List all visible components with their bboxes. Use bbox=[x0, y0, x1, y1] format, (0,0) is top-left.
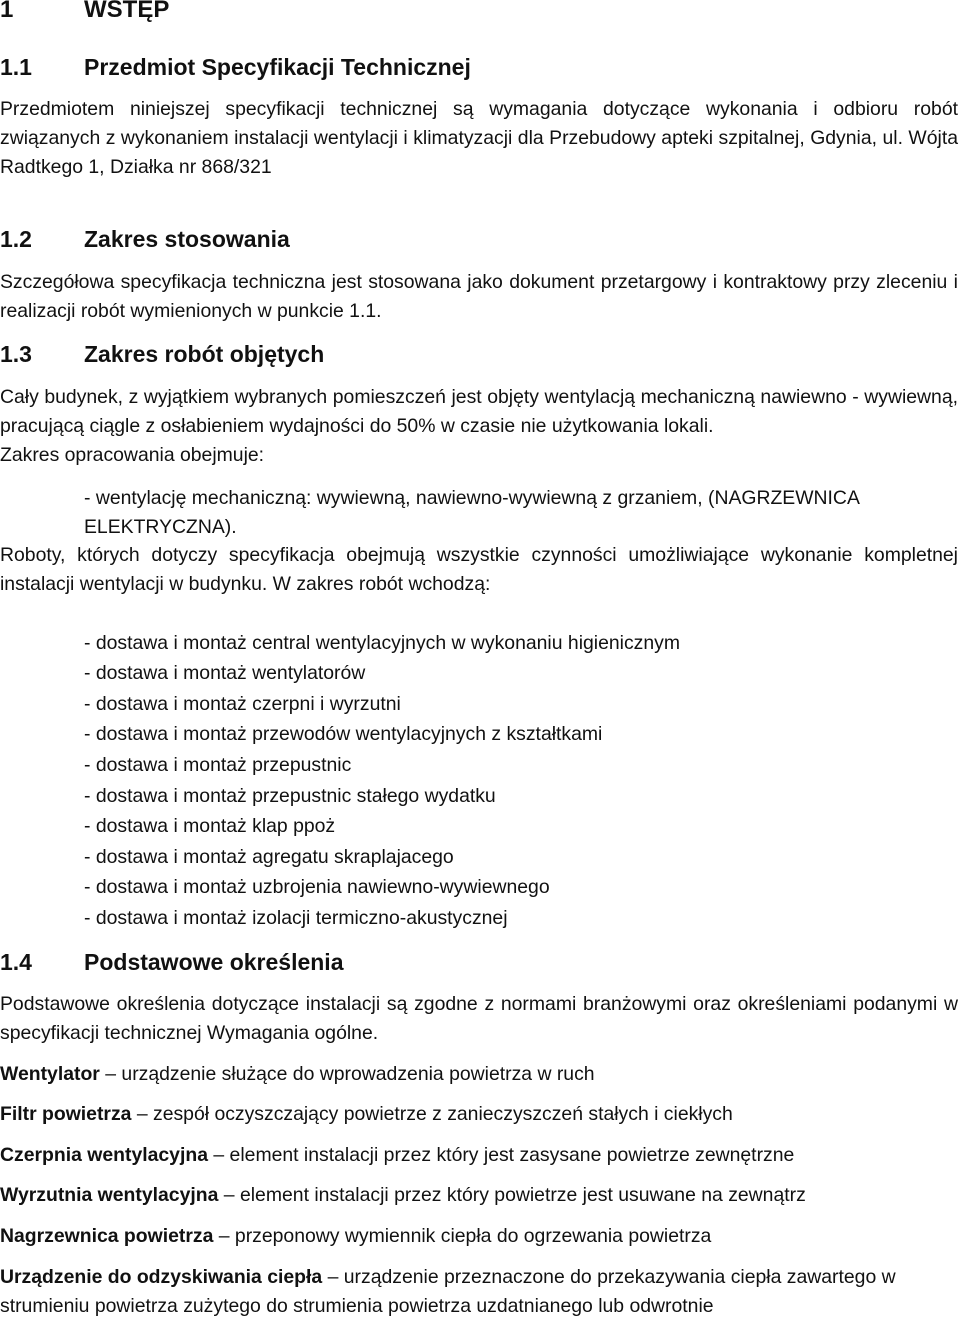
definition-term: Czerpnia wentylacyjna bbox=[0, 1144, 208, 1166]
list-item: - dostawa i montaż przewodów wentylacyjnych z kształtkami bbox=[84, 723, 603, 745]
section-heading-1-2 bbox=[0, 225, 290, 253]
definition-item bbox=[0, 1263, 958, 1321]
section-number: 1.1 bbox=[0, 54, 32, 80]
section-heading-1-4 bbox=[0, 948, 343, 976]
section-title: Zakres robót objętych bbox=[84, 341, 325, 367]
definition-desc: – element instalacji przez który jest zasysane powietrze zewnętrzne bbox=[213, 1144, 795, 1166]
definition-item bbox=[0, 1222, 958, 1251]
section-heading-1-1 bbox=[0, 53, 471, 81]
section-title: Przedmiot Specyfikacji Technicznej bbox=[84, 54, 471, 80]
chapter-number: 1 bbox=[0, 0, 14, 23]
list-item: - dostawa i montaż izolacji termiczno-akustycznej bbox=[84, 907, 508, 929]
section-number: 1.3 bbox=[0, 341, 32, 367]
section-1-4-body: Podstawowe określenia dotyczące instalacji są zgodne z normami branżowymi oraz określeniami podanymi w specyfikacji technicznej Wymagania ogólne. bbox=[0, 993, 958, 1044]
section-number: 1.2 bbox=[0, 226, 32, 252]
definition-term: Wentylator bbox=[0, 1063, 100, 1085]
definition-term: Urządzenie do odzyskiwania ciepła bbox=[0, 1266, 323, 1288]
list-item: - dostawa i montaż przepustnic bbox=[84, 754, 352, 776]
list-item: - dostawa i montaż czerpni i wyrzutni bbox=[84, 693, 401, 715]
definition-item bbox=[0, 1060, 958, 1089]
list-item: - dostawa i montaż uzbrojenia nawiewno-wywiewnego bbox=[84, 876, 550, 898]
section-number: 1.4 bbox=[0, 949, 32, 975]
list-item: - dostawa i montaż central wentylacyjnych w wykonaniu higienicznym bbox=[84, 632, 680, 654]
definition-term: Nagrzewnica powietrza bbox=[0, 1225, 214, 1247]
definition-desc: – zespół oczyszczający powietrze z zanieczyszczeń stałych i ciekłych bbox=[136, 1103, 733, 1125]
definition-desc: – urządzenie przeznaczone do przekazywania ciepła zawartego w strumieniu powietrza zużytego do strumienia powietrza uzdatnianego lub odwrotnie bbox=[0, 1266, 896, 1317]
works-description: Roboty, których dotyczy specyfikacja obejmują wszystkie czynności umożliwiające wykonanie kompletnej instalacji wentylacji w budynku. W zakres robót wchodzą: bbox=[0, 544, 958, 595]
definition-term: Filtr powietrza bbox=[0, 1103, 132, 1125]
chapter-title: WSTĘP bbox=[84, 0, 170, 23]
section-title: Zakres stosowania bbox=[84, 226, 290, 252]
scope-item: - wentylację mechaniczną: wywiewną, nawiewno-wywiewną z grzaniem, (NAGRZEWNICA ELEKTRYCZNA). bbox=[84, 487, 859, 538]
chapter-heading bbox=[0, 0, 169, 24]
definition-item bbox=[0, 1100, 958, 1129]
list-item: - dostawa i montaż klap ppoż bbox=[84, 815, 336, 837]
definition-item bbox=[0, 1181, 958, 1210]
definition-desc: – urządzenie służące do wprowadzenia powietrza w ruch bbox=[105, 1063, 595, 1085]
section-title: Podstawowe określenia bbox=[84, 949, 344, 975]
section-heading-1-3 bbox=[0, 340, 324, 368]
scope-intro: Zakres opracowania obejmuje: bbox=[0, 444, 265, 466]
section-1-2-body: Szczegółowa specyfikacja techniczna jest stosowana jako dokument przetargowy i kontraktowy przy zleceniu i realizacji robót wymienionych w punkcie 1.1. bbox=[0, 271, 958, 322]
list-item: - dostawa i montaż przepustnic stałego wydatku bbox=[84, 785, 496, 807]
definition-item bbox=[0, 1141, 958, 1170]
definition-desc: – element instalacji przez który powietrze jest usuwane na zewnątrz bbox=[223, 1184, 806, 1206]
list-item: - dostawa i montaż wentylatorów bbox=[84, 662, 366, 684]
section-1-3-body: Cały budynek, z wyjątkiem wybranych pomieszczeń jest objęty wentylacją mechaniczną nawiewno - wywiewną, pracującą ciągle z osłabieniem wydajności do 50% w czasie nie użytkowania lokali. bbox=[0, 386, 958, 437]
section-1-1-body: Przedmiotem niniejszej specyfikacji technicznej są wymagania dotyczące wykonania i odbioru robót związanych z wykonaniem instalacji wentylacji i klimatyzacji dla Przebudowy apteki szpitalnej, Gdynia, ul. Wójta Radtkego 1, Działka nr 868/321 bbox=[0, 98, 958, 178]
definition-desc: – przeponowy wymiennik ciepła do ogrzewania powietrza bbox=[218, 1225, 712, 1247]
definition-term: Wyrzutnia wentylacyjna bbox=[0, 1184, 219, 1206]
list-item: - dostawa i montaż agregatu skraplajacego bbox=[84, 846, 454, 868]
